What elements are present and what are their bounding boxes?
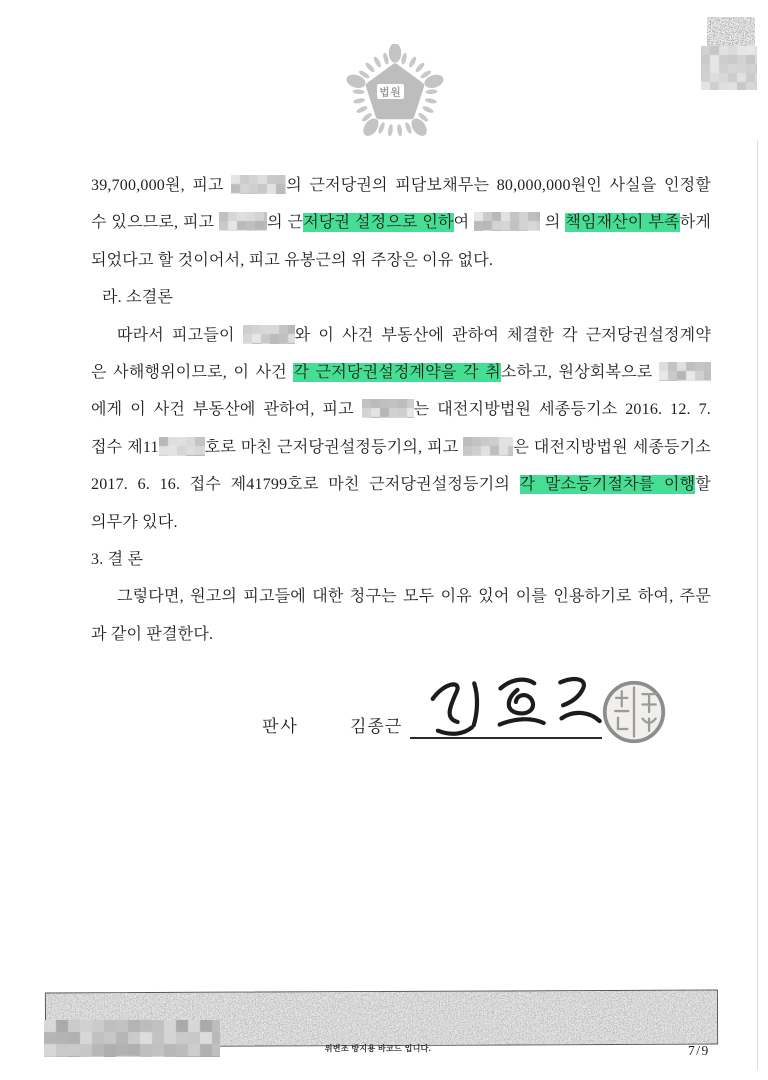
redacted-text: [463, 437, 513, 456]
text-line: [91, 204, 711, 241]
text-run: 은 대전지방법원 세종등기소: [513, 438, 711, 456]
text-run: 와 이 사건 부동산에 관하여 체결한 각 근저당권설정계약: [294, 326, 711, 344]
text-line: [91, 354, 711, 391]
page-number: 7/9: [688, 1043, 710, 1058]
text-run: 하게: [679, 214, 711, 232]
highlighted-text: 각 말소등기절차를 이행: [519, 476, 696, 494]
footer-mosaic-redaction: [44, 1020, 220, 1057]
text-line: [91, 466, 711, 503]
text-run: 호로 마친 근저당권설정등기의, 피고: [204, 438, 464, 456]
redacted-text: [159, 437, 205, 456]
judge-role-label: 판사: [262, 717, 299, 736]
text-run: 에게 이 사건 부동산에 관하여, 피고: [91, 401, 362, 419]
text-line: [91, 504, 711, 541]
text-run: 3. 결 론: [91, 550, 144, 568]
text-run: 소하고, 원상회복으로: [500, 363, 659, 381]
text-line: [91, 391, 711, 428]
judge-handwritten-signature: [423, 666, 608, 744]
stamp-mosaic-redaction: [701, 46, 757, 90]
text-line: [91, 242, 711, 279]
text-run: 여: [453, 214, 475, 232]
text-run: 의 근저당권의 피담보채무는 80,000,000원인 사실을 인정할: [286, 177, 711, 194]
redacted-text: [474, 212, 540, 231]
redacted-text: [219, 212, 267, 231]
text-line: [91, 317, 711, 354]
emblem-label: 법원: [379, 87, 402, 99]
text-run: 수 있으므로, 피고: [91, 214, 220, 232]
redacted-text: [243, 325, 295, 344]
text-line: [91, 541, 711, 578]
redacted-text: [362, 399, 414, 418]
court-emblem: [340, 44, 450, 148]
text-run: 그렇다면, 원고의 피고들에 대한 청구는 모두 이유 있어 이를 인용하기로 하여, 주문: [117, 588, 711, 606]
judge-printed-name: 김종근: [350, 717, 403, 736]
text-run: 의 근: [267, 214, 304, 232]
judge-seal-stamp: [601, 679, 667, 745]
text-run: 할: [695, 476, 711, 494]
text-line: [91, 616, 711, 653]
text-run: 은 사해행위이므로, 이 사건: [91, 363, 294, 381]
barcode-caption: 위변조 방지용 바코드 입니다.: [324, 1044, 432, 1053]
stamp-speckle-redaction: [707, 17, 755, 46]
text-run: 라. 소결론: [102, 289, 174, 307]
judgment-text: [91, 167, 711, 653]
highlighted-text: 책임재산이 부족: [565, 214, 680, 232]
text-run: 의: [540, 214, 566, 232]
text-run: 접수 제11: [91, 438, 159, 456]
text-line: [91, 578, 711, 615]
text-run: 는 대전지방법원 세종등기소 2016. 12. 7.: [413, 401, 711, 419]
text-line: [91, 167, 711, 204]
text-line: [91, 429, 711, 466]
redacted-text: [231, 175, 286, 194]
text-line: [91, 279, 711, 316]
text-run: 따라서 피고들이: [117, 326, 243, 344]
highlighted-text: 저당권 설정으로 인하: [303, 214, 454, 232]
highlighted-text: 각 근저당권설정계약을 각 취: [293, 363, 501, 381]
text-run: 되었다고 할 것이어서, 피고 유봉근의 위 주장은 이유 없다.: [91, 251, 494, 269]
text-run: 2017. 6. 16. 접수 제41799호로 마친 근저당권설정등기의: [91, 476, 520, 494]
text-run: 의무가 있다.: [91, 513, 178, 531]
scan-edge-line: [757, 140, 758, 1070]
text-run: 과 같이 판결한다.: [91, 625, 214, 643]
redacted-text: [659, 362, 711, 381]
text-run: 39,700,000원, 피고: [91, 177, 232, 194]
